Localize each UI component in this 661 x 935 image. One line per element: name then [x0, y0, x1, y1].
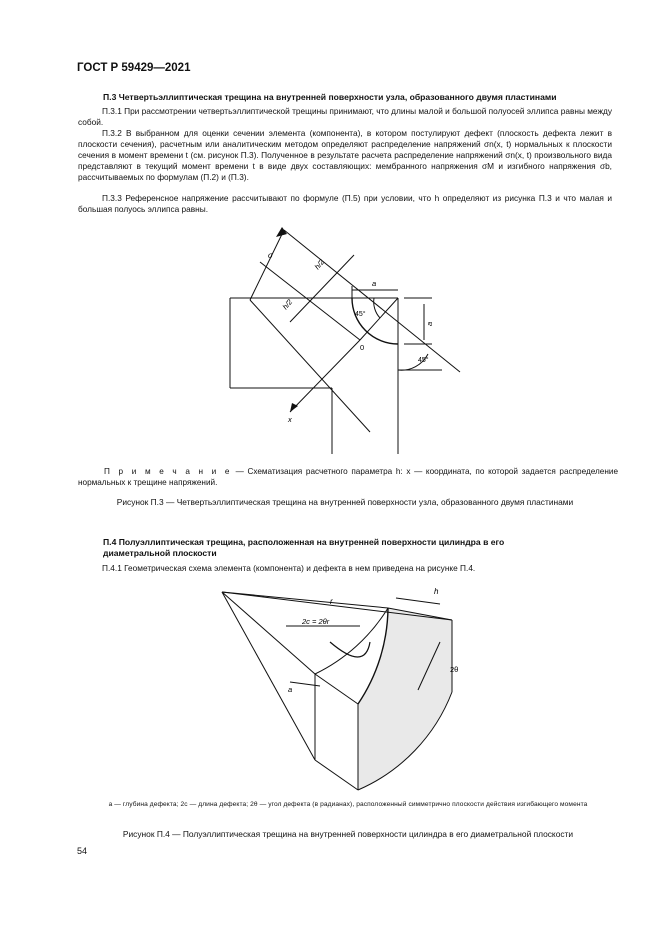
label-r: r — [330, 597, 333, 606]
note-label: П р и м е ч а н и е — [104, 467, 232, 476]
caption-p4: Рисунок П.4 — Полуэллиптическая трещина на внутренней поверхности цилиндра в его диаметральной плоскости — [122, 829, 574, 839]
label-a: a — [288, 685, 293, 694]
label-a-top: a — [372, 279, 377, 288]
section-title-p4: П.4 Полуэллиптическая трещина, расположенная на внутренней поверхности цилиндра в его диаметральной плоскости — [103, 537, 505, 558]
figure-p4 — [200, 582, 490, 792]
page-number: 54 — [77, 846, 88, 856]
note-text: — Схематизация расчетного параметра h: x — координата, по которой задается распределение нормальных к трещине напряжений. — [78, 467, 618, 487]
label-angle-1: 45° — [355, 311, 366, 318]
figure-p3 — [220, 222, 480, 457]
paragraph-p3-1: П.3.1 При рассмотрении четвертьэллиптической трещины принимают, что длины малой и большой полуосей эллипса равны между собой. — [78, 106, 612, 127]
label-origin: 0 — [360, 343, 365, 352]
label-h2-bottom: h/2 — [280, 297, 295, 312]
label-2c: 2c = 2θr — [302, 617, 330, 626]
section-title-p3: П.3 Четвертьэллиптическая трещина на внутренней поверхности узла, образованного двумя пластинами — [103, 92, 557, 102]
paragraph-p3-3: П.3.3 Референсное напряжение рассчитывают по формуле (П.5) при условии, что h определяют из рисунка П.3 и что малая и большая полуось эллипса равны. — [78, 193, 612, 214]
label-x-axis: x — [288, 415, 292, 424]
label-a-right: a — [425, 321, 434, 326]
label-h2-top: h/2 — [312, 257, 327, 272]
document-header: ГОСТ Р 59429—2021 — [77, 62, 191, 74]
label-2theta: 2θ — [450, 665, 459, 674]
label-angle-2: 45° — [418, 357, 429, 364]
label-h: h — [434, 587, 439, 596]
note-p3 — [78, 466, 618, 488]
paragraph-p3-2: П.3.2 В выбранном для оценки сечении элемента (компонента), в котором постулируют дефект (плоскость дефекта лежит в плоскости сечения), расчетным или аналитическим методом определяют распределение напряжений σn(x, t) нормальных к плоскости сечения в момент времени t (см. рисунок П.3). Полученное в результате расчета распределение напряжений σn(x, t) произвольного вида представляют в текущий момент времени t в виде двух составляющих: мембранного напряжения σM и изгибного напряжения σb, рассчитываемых по формулам (П.2) и (П.3). — [78, 128, 612, 182]
label-sigma: σ — [268, 251, 273, 260]
caption-p3: Рисунок П.3 — Четвертьэллиптическая трещина на внутренней поверхности узла, образованного двумя пластинами — [116, 497, 574, 507]
legend-p4: a — глубина дефекта; 2c — длина дефекта; 2θ — угол дефекта (в радианах), расположенный симметрично плоскости действия изгибающего момента — [108, 801, 588, 808]
paragraph-p4-1: П.4.1 Геометрическая схема элемента (компонента) и дефекта в нем приведена на рисунке П.4. — [102, 563, 476, 573]
